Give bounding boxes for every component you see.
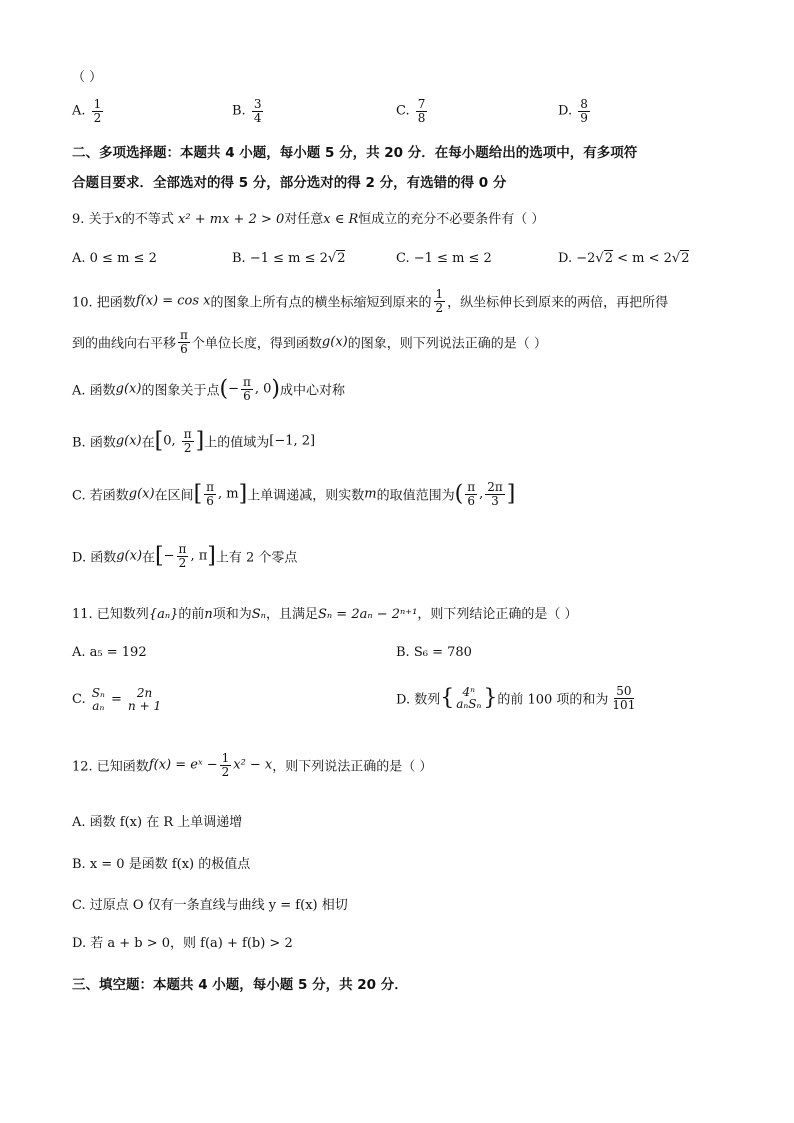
q8-answer-blank: （ ） [72,70,103,85]
q10-option-c: C. 若函数g(x)在区间[ $\frac{\pi}{6}$ , m]上单调递减，则实数m的取值范围为( $\frac{\pi}{6}$ , $\frac{2\pi}{3}$ ] [72,480,516,508]
q8-option-c: C. $\frac{7}{8}$ [396,97,426,125]
q8-option-b: B. $\frac{3}{4}$ [232,97,262,125]
q10-option-b: B. 函数g(x)在[0, $\frac{\pi}{2}$ ]上的值域为[−1, 2] [72,427,316,455]
q10-stem-line1: 10. 把函数f(x) = cos x的图象上所有点的横坐标缩短到原来的 $\frac{1}{2}$ ，纵坐标伸长到原来的两倍，再把所得 [72,287,669,315]
q12-option-b: B. x = 0 是函数 f(x) 的极值点 [72,857,251,872]
q10-option-a: A. 函数g(x)的图象关于点(− $\frac{\pi}{6}$ , 0)成中心对称 [72,375,346,403]
section2-heading-line2: 合题目要求．全部选对的得 5 分，部分选对的得 2 分，有选错的得 0 分 [72,175,507,191]
q9-option-c: C. −1 ≤ m ≤ 2 [396,251,492,266]
q12-option-d: D. 若 a + b > 0，则 f(a) + f(b) > 2 [72,936,293,951]
q11-stem: 11. 已知数列{aₙ}的前n项和为Sₙ，且满足Sₙ = 2aₙ − 2ⁿ⁺¹，则下列结论正确的是（ ） [72,607,578,622]
q10-stem-line2: 到的曲线向右平移 $\frac{\pi}{6}$ 个单位长度，得到函数g(x)的图象，则下列说法正确的是（ ） [72,328,547,356]
q9-stem: 9. 关于x的不等式 x² + mx + 2 > 0对任意x ∈ R恒成立的充分不必要条件有（ ） [72,212,545,227]
q11-option-c: C. Sₙ aₙ = 2n n + 1 [72,686,162,713]
section2-heading-line1: 二、多项选择题：本题共 4 小题，每小题 5 分，共 20 分．在每小题给出的选项中，有多项符 [72,145,638,161]
q8-option-a: A. $\frac{1}{2}$ [72,97,102,125]
q12-option-a: A. 函数 f(x) 在 R 上单调递增 [72,815,243,830]
section3-heading: 三、填空题：本题共 4 小题，每小题 5 分，共 20 分． [72,977,408,993]
q9-option-b: B. −1 ≤ m ≤ 2√2 [232,251,346,266]
q10-option-d: D. 函数g(x)在[− $\frac{\pi}{2}$ , π]上有 2 个零点 [72,542,298,570]
q11-option-a: A. a₅ = 192 [72,645,147,660]
q12-stem: 12. 已知函数f(x) = eˣ − $\frac{1}{2}$ x² − x，则下列说法正确的是（ ） [72,751,433,779]
q12-option-c: C. 过原点 O 仅有一条直线与曲线 y = f(x) 相切 [72,898,348,913]
q9-option-d: D. −2√2 < m < 2√2 [558,251,690,266]
q8-option-d: D. $\frac{8}{9}$ [558,97,588,125]
q11-option-d: D. 数列{ 4ⁿ aₙSₙ }的前 100 项的和为 $\frac{50}{101}$ [396,684,636,712]
q9-option-a: A. 0 ≤ m ≤ 2 [72,251,157,266]
q11-option-b: B. S₆ = 780 [396,645,472,660]
